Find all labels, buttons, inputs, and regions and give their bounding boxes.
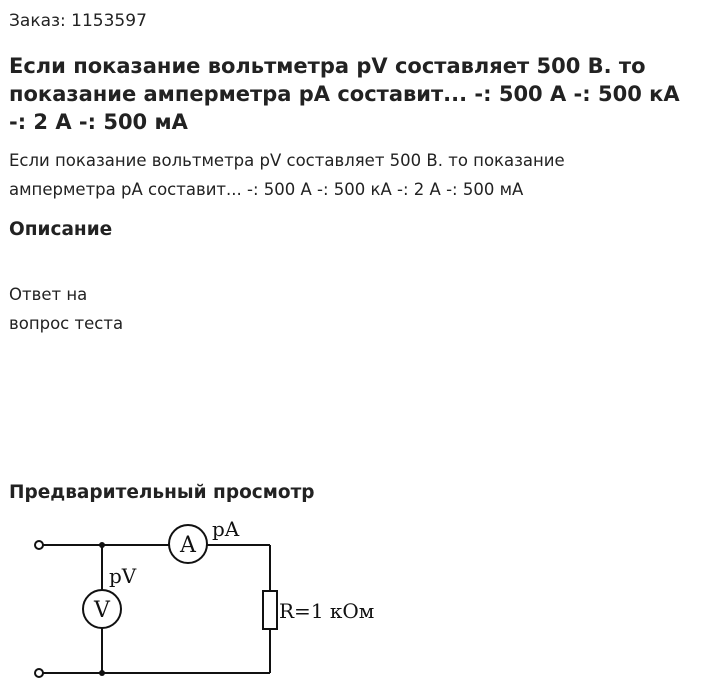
terminal-bottom [35,669,43,677]
page-title: Если показание вольтметра pV составляет 500 В. то показание амперметра pA составит... -: 500 А -: 500 кА -: 2 А -: 500 мА [9,54,680,134]
voltmeter-symbol: V [94,598,110,623]
answer-line-1: Ответ на [9,285,88,304]
order-number: Заказ: 1153597 [9,11,147,31]
ammeter-label: pA [212,517,240,541]
voltmeter-label: pV [109,564,137,588]
circuit-diagram [0,510,420,700]
description-heading: Описание [9,219,113,240]
description-text [9,280,123,338]
resistor [263,591,277,629]
preview-heading: Предварительный просмотр [9,482,315,503]
resistor-label: R=1 кОм [279,599,375,623]
question-text: Если показание вольтметра pV составляет 500 В. то показание амперметра pA составит... -: 500 А -: 500 кА -: 2 А -: 500 мА [9,151,565,199]
ammeter-symbol: A [180,533,196,558]
answer-line-2: вопрос теста [9,314,124,333]
terminal-top [35,541,43,549]
